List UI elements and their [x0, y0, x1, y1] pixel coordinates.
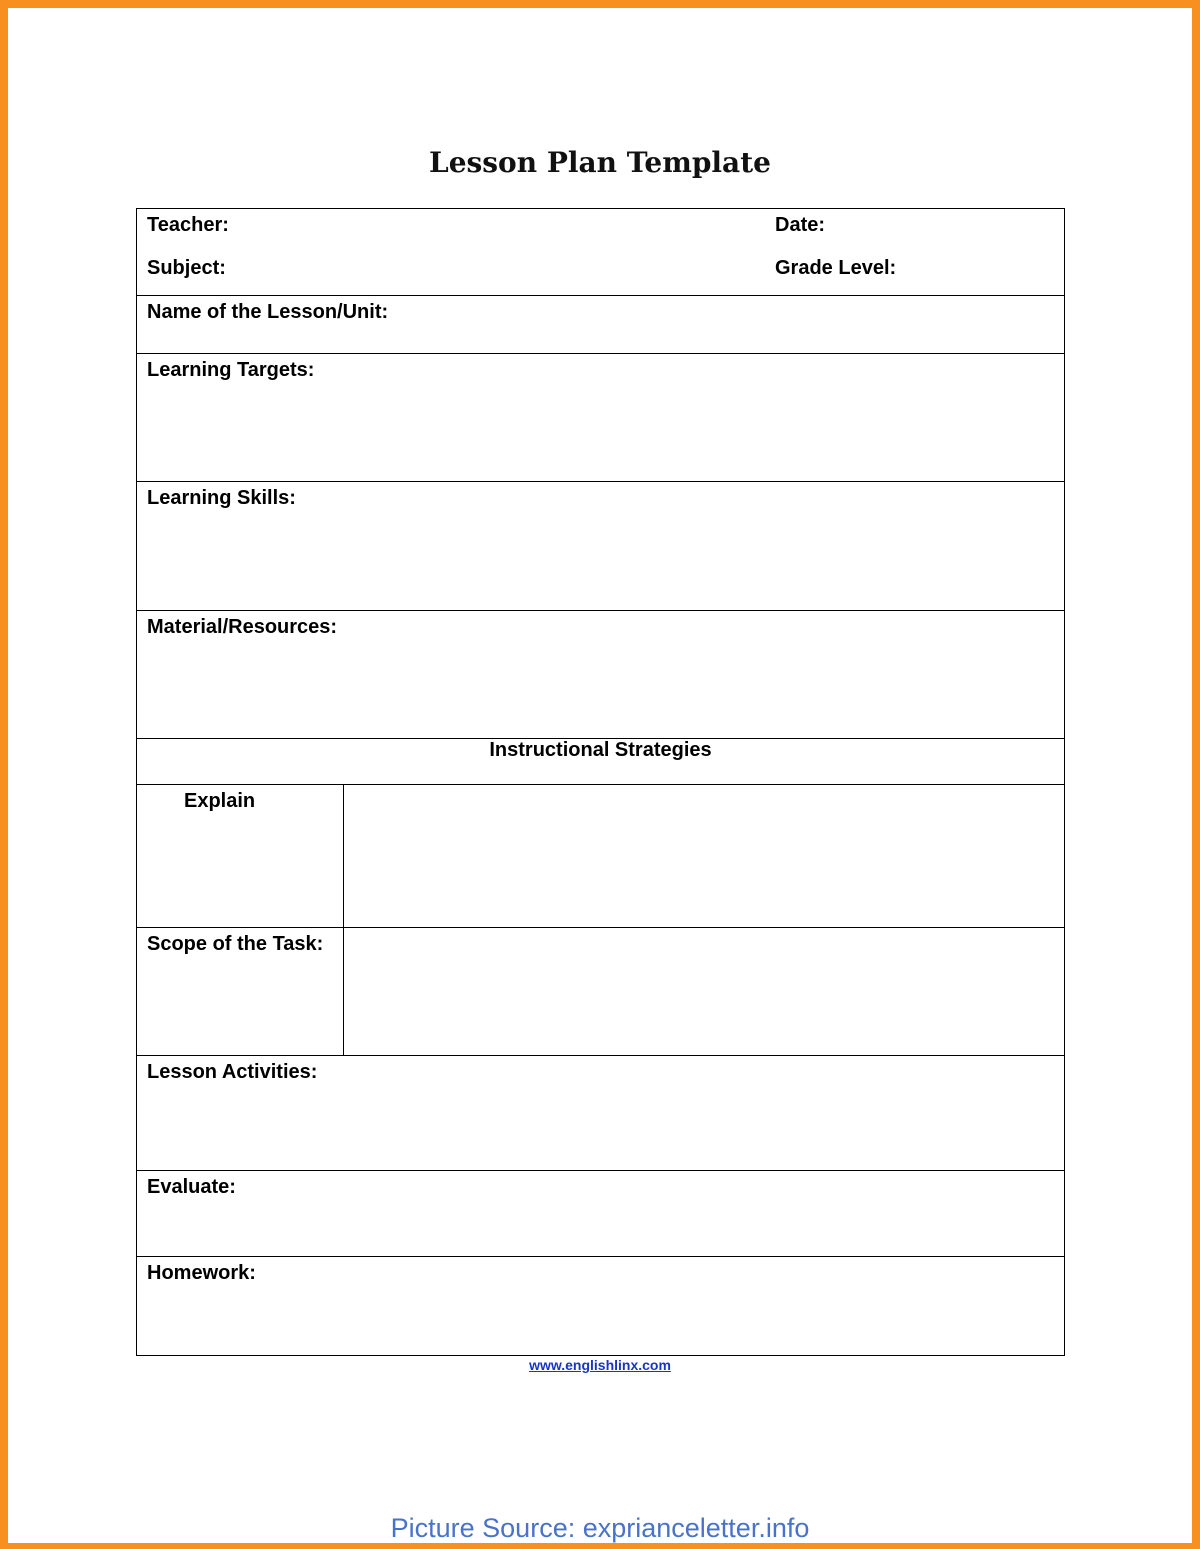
scope-label-cell	[137, 928, 344, 1056]
lesson-activities-label: Lesson Activities:	[147, 1061, 318, 1083]
lesson-plan-table	[136, 208, 1065, 1356]
homework-label: Homework:	[147, 1262, 256, 1284]
instructional-strategies-heading: Instructional Strategies	[489, 739, 712, 761]
materials-label: Material/Resources:	[147, 616, 338, 638]
learning-skills-label: Learning Skills:	[147, 487, 296, 509]
subject-label: Subject:	[147, 257, 226, 279]
scope-content-cell	[344, 928, 1065, 1056]
materials-cell	[137, 611, 1065, 739]
grade-level-label: Grade Level:	[775, 257, 897, 279]
instructional-strategies-cell	[137, 739, 1065, 785]
scope-label: Scope of the Task:	[147, 933, 324, 955]
evaluate-label: Evaluate:	[147, 1176, 236, 1198]
source-link[interactable]: www.englishlinx.com	[529, 1357, 671, 1373]
page-title: Lesson Plan Template	[429, 146, 771, 179]
lesson-activities-cell	[137, 1056, 1065, 1171]
learning-skills-cell	[137, 482, 1065, 611]
teacher-label: Teacher:	[147, 214, 229, 236]
learning-targets-cell	[137, 354, 1065, 482]
header-cell	[137, 209, 1065, 296]
date-label: Date:	[775, 214, 826, 236]
explain-label: Explain	[184, 790, 256, 812]
lesson-name-cell	[137, 296, 1065, 354]
evaluate-cell	[137, 1171, 1065, 1257]
learning-targets-label: Learning Targets:	[147, 359, 315, 381]
homework-cell	[137, 1257, 1065, 1356]
explain-label-cell	[137, 785, 344, 928]
explain-content-cell	[344, 785, 1065, 928]
picture-source-watermark: Picture Source: exprianceletter.info	[390, 1513, 810, 1543]
lesson-name-label: Name of the Lesson/Unit:	[147, 301, 389, 323]
